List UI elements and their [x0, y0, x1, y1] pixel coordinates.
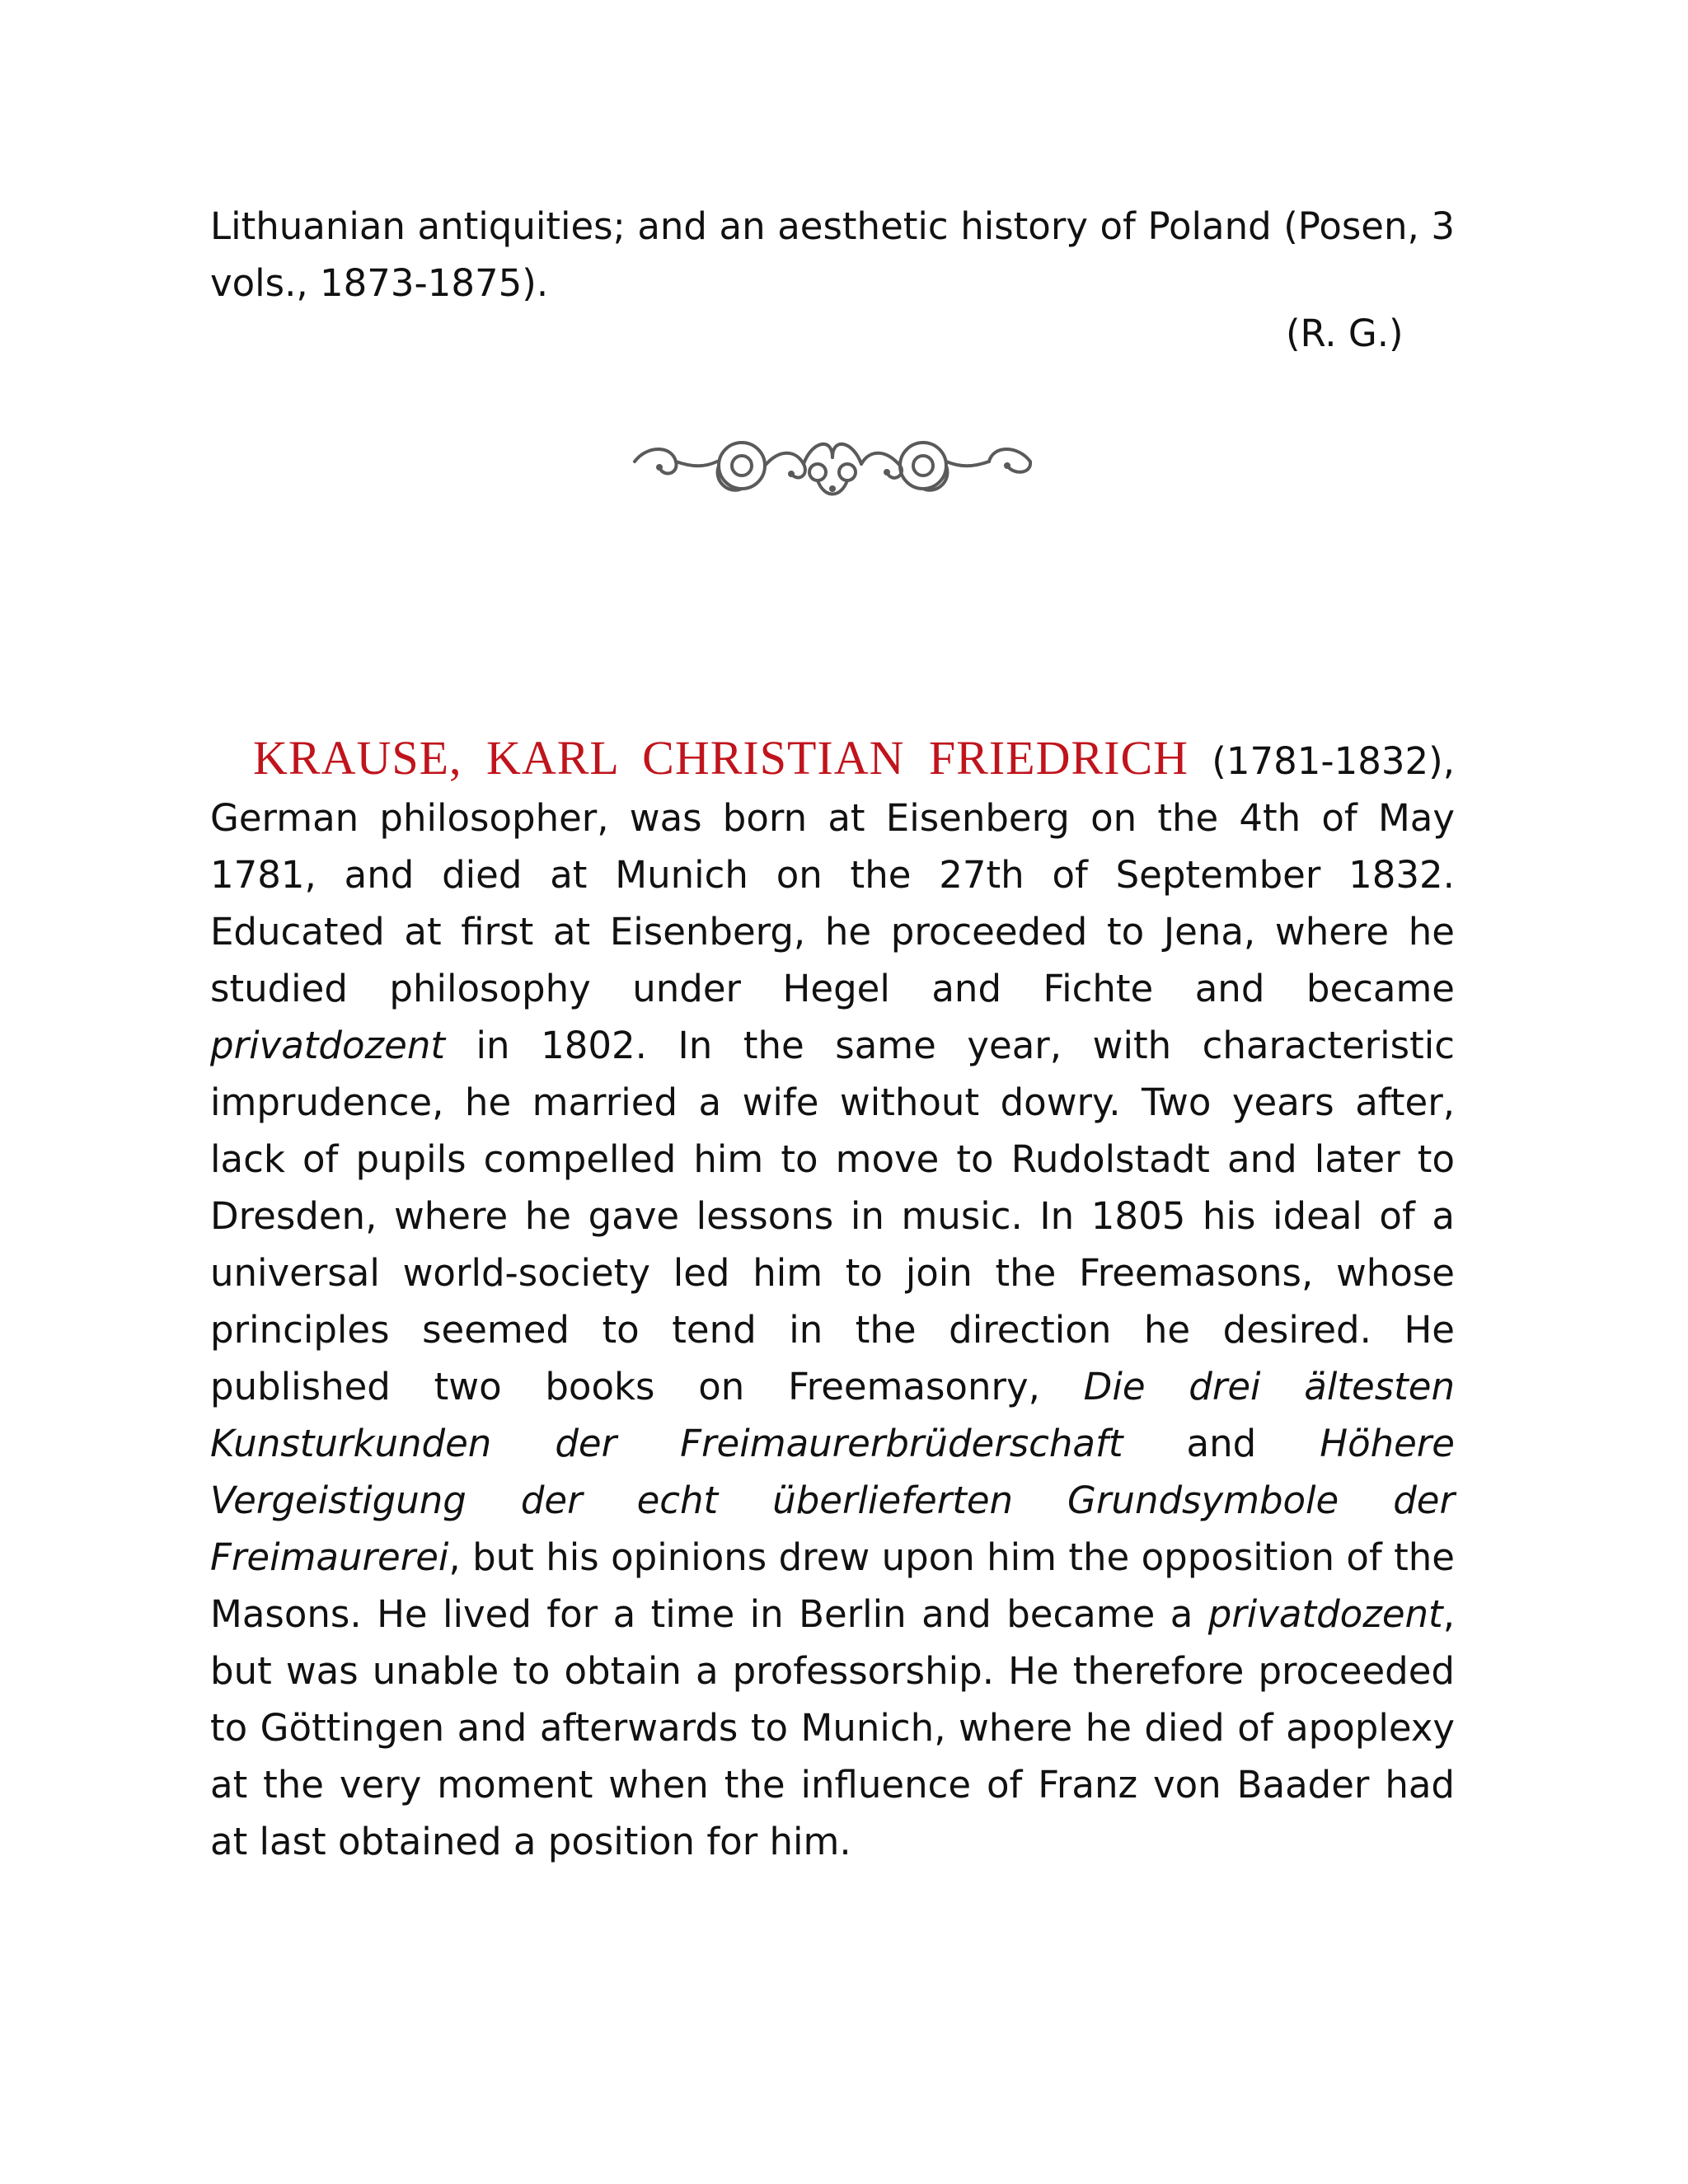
- entry-book-title: Höhere Vergeistigung der echt überlieferten Grundsymbole der Freimaurerei: [210, 1422, 1455, 1579]
- entry-text-segment: , but was unable to obtain a professorship. He therefore proceeded to Göttingen and afterwards to Munich, where he died of apoplexy at the very moment when the influence of Franz von Baader had at last obtained a position for him.: [210, 1592, 1455, 1863]
- entry-text-segment: (1781-1832), German philosopher, was born at Eisenberg on the 4th of May 1781, and died at Munich on the 27th of September 1832. Educated at first at Eisenberg, he proceeded to Jena, where he studied philosophy under Hegel and Fichte and became: [210, 739, 1455, 1010]
- encyclopedia-entry: [210, 729, 1455, 1870]
- entry-italic-term: privatdozent: [210, 1024, 445, 1067]
- entry-text-segment: and: [1123, 1422, 1320, 1465]
- entry-text-segment: , but his opinions drew upon him the opposition of the Masons. He lived for a time in Berlin and became a: [210, 1535, 1455, 1636]
- author-signature: (R. G.): [1286, 312, 1404, 355]
- entry-text-segment: in 1802. In the same year, with characteristic imprudence, he married a wife without dowry. Two years after, lack of pupils compelled him to move to Rudolstadt and later to Dresden, where he gave lessons in music. In 1805 his ideal of a universal world-society led him to join the Freemasons, whose principles seemed to tend in the direction he desired. He published two books on Freemasonry,: [210, 1024, 1455, 1408]
- previous-entry-text: Lithuanian antiquities; and an aesthetic history of Poland (Posen, 3 vols., 1873-1875).: [210, 204, 1455, 305]
- entry-italic-term: privatdozent: [1207, 1592, 1443, 1636]
- entry-book-title: Die drei ältesten Kunsturkunden der Freimaurerbrüderschaft: [210, 1365, 1455, 1465]
- entry-headword: KRAUSE, KARL CHRISTIAN FRIEDRICH: [253, 731, 1189, 785]
- decorative-divider-icon: [626, 416, 1039, 515]
